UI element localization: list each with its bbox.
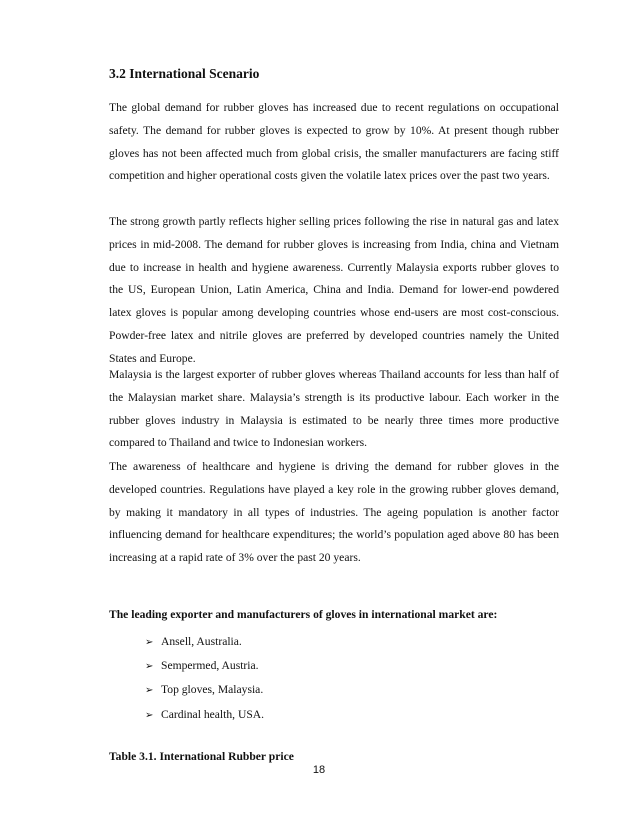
- arrow-bullet-icon: ➢: [145, 661, 154, 673]
- paragraph-healthcare-awareness: The awareness of healthcare and hygiene is driving the demand for rubber gloves in the developed countries. Regulations have played a key role in the growing rubber gloves demand, by making it mandatory in all types of industries. The ageing population is another factor influencing demand for healthcare expenditures; the world’s population aged above 80 has been increasing at a rapid rate of 3% over the past 20 years.: [109, 460, 559, 565]
- paragraph-strong-growth: The strong growth partly reflects higher selling prices following the rise in natural gas and latex prices in mid-2008. The demand for rubber gloves is increasing from India, china and Vietnam due to increase in health and hygiene awareness. Currently Malaysia exports rubber gloves to the US, European Union, Latin America, China and India. Demand for lower-end powdered latex gloves is popular among developing countries whose end-users are most cost-conscious. Powder-free latex and nitrile gloves are preferred by developed countries namely the United States and Europe.: [109, 215, 559, 365]
- arrow-bullet-icon: ➢: [145, 637, 154, 648]
- table-caption: Table 3.1. International Rubber price: [109, 750, 294, 763]
- section-heading: 3.2 International Scenario: [109, 66, 260, 81]
- arrow-bullet-icon: ➢: [145, 709, 154, 721]
- list-item: [145, 703, 264, 727]
- list-item: [145, 678, 264, 702]
- page-number: 18: [312, 764, 326, 776]
- list-item-text: Cardinal health, USA.: [161, 707, 265, 721]
- list-item: [145, 654, 264, 678]
- list-item-text: Ansell, Australia.: [161, 635, 242, 648]
- paragraph-global-demand: The global demand for rubber gloves has increased due to recent regulations on occupational safety. The demand for rubber gloves is expected to grow by 10%. At present though rubber gloves has not been affected much from global crisis, the smaller manufacturers are facing stiff competition and higher operational costs given the volatile latex prices over the past two years.: [109, 101, 559, 183]
- list-item-text: Sempermed, Austria.: [161, 659, 259, 673]
- arrow-bullet-icon: ➢: [145, 685, 154, 697]
- leading-exporters-title: The leading exporter and manufacturers of gloves in international market are:: [109, 608, 498, 621]
- exporters-list: [145, 630, 264, 727]
- list-item-text: Top gloves, Malaysia.: [161, 683, 264, 697]
- list-item: [145, 630, 264, 654]
- paragraph-malaysia-exporter: Malaysia is the largest exporter of rubber gloves whereas Thailand accounts for less than half of the Malaysian market share. Malaysia’s strength is its productive labour. Each worker in the rubber gloves industry in Malaysia is estimated to be nearly three times more productive compared to Thailand and twice to Indonesian workers.: [109, 368, 559, 450]
